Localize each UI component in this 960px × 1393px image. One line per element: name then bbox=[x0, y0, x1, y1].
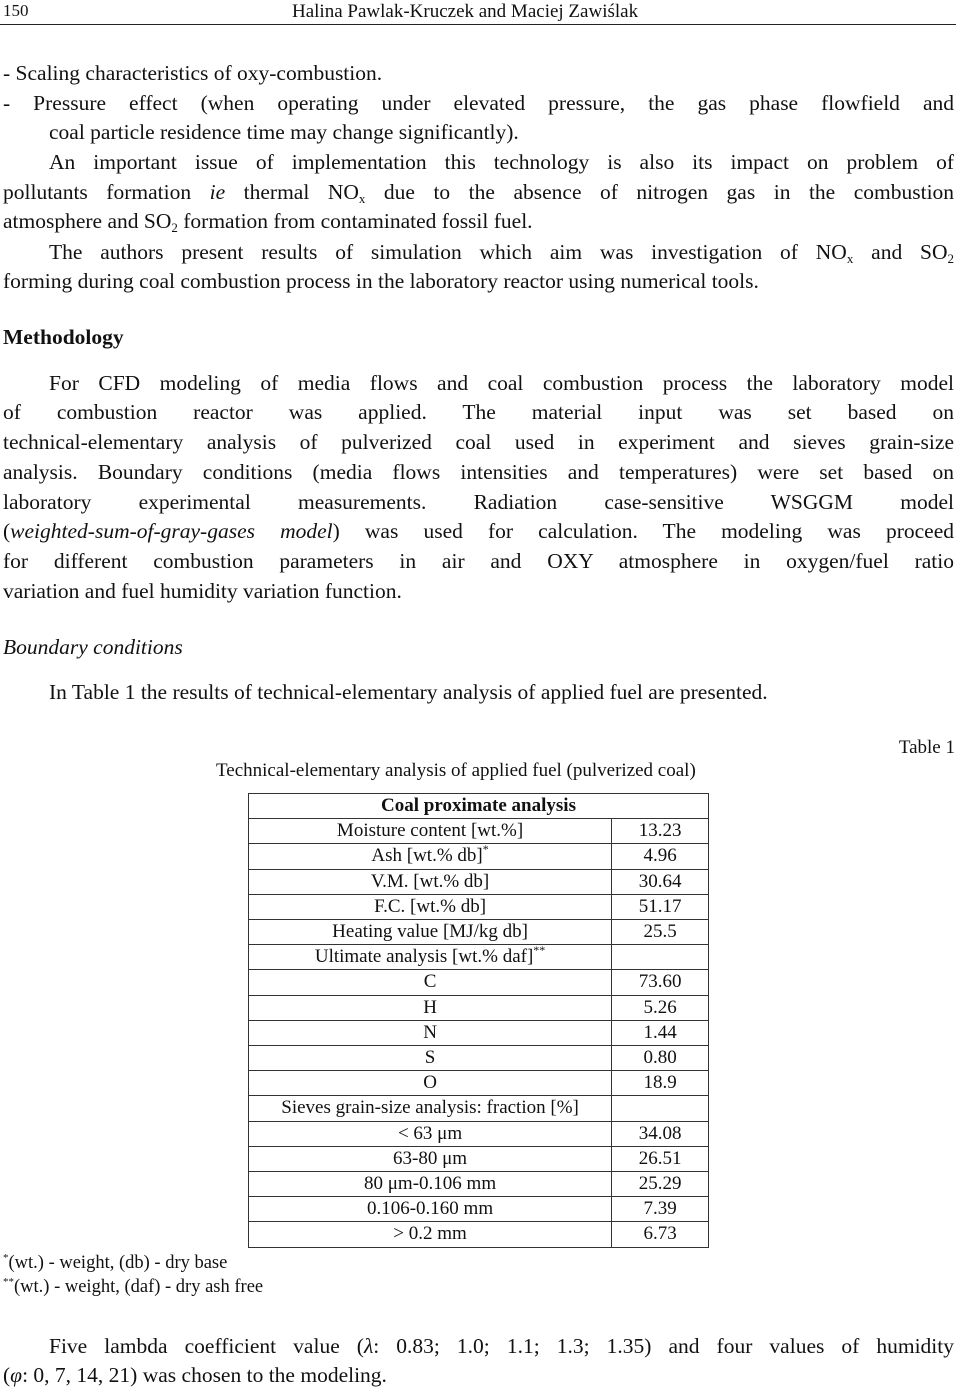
table-caption: Technical-elementary analysis of applied fuel (pulverized coal) bbox=[216, 760, 696, 781]
sieves-analysis-title: Sieves grain-size analysis: fraction [%] bbox=[249, 1096, 612, 1121]
row-param: S bbox=[249, 1046, 612, 1071]
table-row bbox=[249, 894, 709, 919]
bullet-scaling: - Scaling characteristics of oxy-combustion. bbox=[3, 61, 383, 85]
table-row bbox=[249, 819, 709, 844]
row-value-empty bbox=[612, 945, 709, 970]
row-value: 18.9 bbox=[612, 1071, 709, 1096]
paragraph1-line1: An important issue of implementation this technology is also its impact on problem of bbox=[49, 150, 954, 174]
methodology-line6: (weighted-sum-of-gray-gases model) was used for calculation. The modeling was proceed bbox=[3, 519, 954, 543]
methodology-line4: analysis. Boundary conditions (media flows intensities and temperatures) were set based on bbox=[3, 460, 954, 484]
running-head-authors: Halina Pawlak-Kruczek and Maciej Zawiślak bbox=[292, 1, 639, 22]
row-param: N bbox=[249, 1020, 612, 1045]
row-param: O bbox=[249, 1071, 612, 1096]
row-value: 7.39 bbox=[612, 1197, 709, 1222]
page-header bbox=[0, 0, 956, 25]
row-value: 30.64 bbox=[612, 869, 709, 894]
table-section-header bbox=[249, 794, 709, 819]
row-value: 73.60 bbox=[612, 970, 709, 995]
methodology-line8: variation and fuel humidity variation function. bbox=[3, 579, 402, 603]
row-param: < 63 μm bbox=[249, 1121, 612, 1146]
table-row bbox=[249, 1197, 709, 1222]
table-label: Table 1 bbox=[898, 737, 955, 758]
table-row bbox=[249, 995, 709, 1020]
table-row bbox=[249, 1071, 709, 1096]
row-value: 25.5 bbox=[612, 920, 709, 945]
boundary-conditions-heading: Boundary conditions bbox=[3, 635, 183, 659]
methodology-line1: For CFD modeling of media flows and coal combustion process the laboratory model bbox=[49, 371, 954, 395]
boundary-conditions-text: In Table 1 the results of technical-elementary analysis of applied fuel are presented. bbox=[49, 680, 768, 704]
closing-line1: Five lambda coefficient value (λ: 0.83; 1.0; 1.1; 1.3; 1.35) and four values of humidity bbox=[49, 1334, 954, 1358]
methodology-line7: for different combustion parameters in air and OXY atmosphere in oxygen/fuel ratio bbox=[3, 549, 954, 573]
bullet-pressure-line2: coal particle residence time may change significantly). bbox=[49, 120, 519, 144]
table-row bbox=[249, 1222, 709, 1247]
page-number: 150 bbox=[3, 1, 29, 20]
methodology-line2: of combustion reactor was applied. The material input was set based on bbox=[3, 400, 954, 424]
row-param: 80 μm-0.106 mm bbox=[249, 1172, 612, 1197]
row-value: 0.80 bbox=[612, 1046, 709, 1071]
closing-line2: (φ: 0, 7, 14, 21) was chosen to the modeling. bbox=[3, 1363, 387, 1387]
row-param: H bbox=[249, 995, 612, 1020]
row-value: 51.17 bbox=[612, 894, 709, 919]
row-value: 25.29 bbox=[612, 1172, 709, 1197]
row-param: 0.106-0.160 mm bbox=[249, 1197, 612, 1222]
methodology-line3: technical-elementary analysis of pulverized coal used in experiment and sieves grain-size bbox=[3, 430, 954, 454]
row-param: > 0.2 mm bbox=[249, 1222, 612, 1247]
row-param: Moisture content [wt.%] bbox=[249, 819, 612, 844]
table-row bbox=[249, 869, 709, 894]
row-value: 6.73 bbox=[612, 1222, 709, 1247]
row-value: 4.96 bbox=[612, 844, 709, 869]
row-value: 5.26 bbox=[612, 995, 709, 1020]
row-param: Ash [wt.% db]* bbox=[249, 844, 612, 869]
row-param: V.M. [wt.% db] bbox=[249, 869, 612, 894]
paragraph1-line2: pollutants formation ie thermal $NO_x$ due to the absence of nitrogen gas in the combustion bbox=[3, 180, 955, 206]
row-param: F.C. [wt.% db] bbox=[249, 894, 612, 919]
bullet-pressure-line1: - Pressure effect (when operating under elevated pressure, the gas phase flowfield and bbox=[3, 91, 954, 115]
row-value-empty bbox=[612, 1096, 709, 1121]
table-row bbox=[249, 920, 709, 945]
table-row bbox=[249, 1121, 709, 1146]
methodology-line5: laboratory experimental measurements. Radiation case-sensitive WSGGM model bbox=[3, 490, 954, 514]
table-row bbox=[249, 1020, 709, 1045]
ultimate-analysis-title: Ultimate analysis [wt.% daf]** bbox=[249, 945, 612, 970]
proximate-analysis-title: Coal proximate analysis bbox=[249, 794, 709, 819]
row-value: 34.08 bbox=[612, 1121, 709, 1146]
row-value: 26.51 bbox=[612, 1146, 709, 1171]
row-value: 13.23 bbox=[612, 819, 709, 844]
table-row bbox=[249, 1146, 709, 1171]
row-param: C bbox=[249, 970, 612, 995]
table-row bbox=[249, 844, 709, 869]
table-section-header bbox=[249, 1096, 709, 1121]
row-param: Heating value [MJ/kg db] bbox=[249, 920, 612, 945]
row-param: 63-80 μm bbox=[249, 1146, 612, 1171]
paragraph2-line2: forming during coal combustion process in the laboratory reactor using numerical tools. bbox=[3, 269, 759, 293]
paragraph2-line1: The authors present results of simulation which aim was investigation of $NO_x$ and $SO_2$ bbox=[49, 240, 955, 266]
table-section-header bbox=[249, 945, 709, 970]
table-row bbox=[249, 970, 709, 995]
coal-analysis-table bbox=[248, 793, 709, 1248]
footnote-2: **(wt.) - weight, (daf) - dry ash free bbox=[3, 1276, 264, 1297]
table-row bbox=[249, 1046, 709, 1071]
methodology-heading: Methodology bbox=[3, 325, 124, 349]
footnote-1: *(wt.) - weight, (db) - dry base bbox=[3, 1252, 228, 1273]
table-row bbox=[249, 1172, 709, 1197]
row-value: 1.44 bbox=[612, 1020, 709, 1045]
paragraph1-line3: atmosphere and $SO_2$ formation from contaminated fossil fuel. bbox=[3, 209, 533, 235]
